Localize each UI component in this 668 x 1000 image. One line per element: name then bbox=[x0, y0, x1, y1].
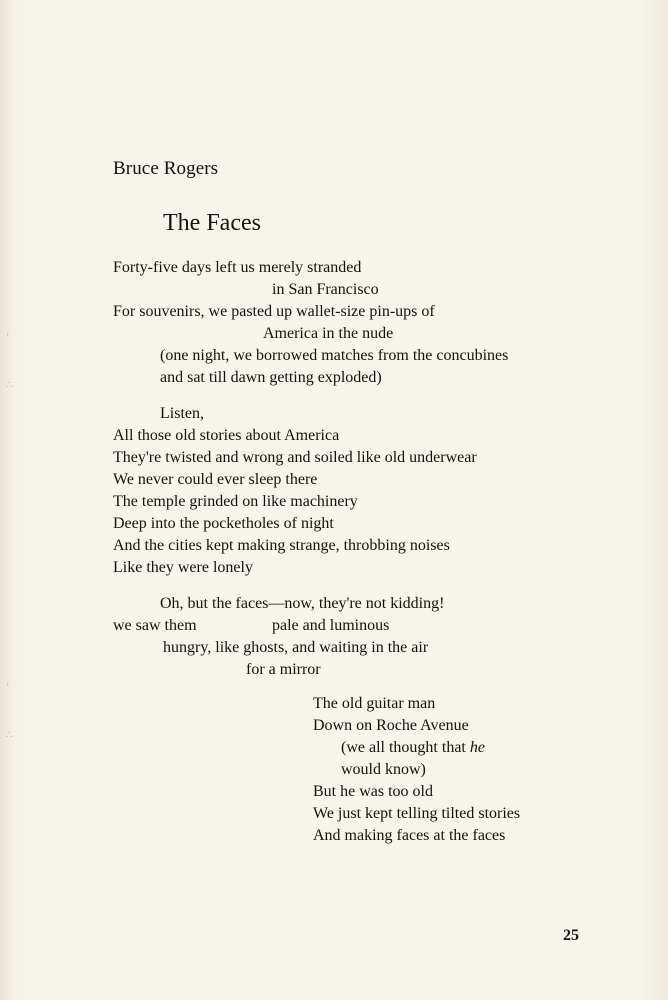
margin-mark: ʻ bbox=[6, 332, 10, 343]
poem-line: pale and luminous bbox=[272, 617, 390, 634]
poem-line: All those old stories about America bbox=[113, 427, 340, 444]
poem-line: The temple grinded on like machinery bbox=[113, 493, 358, 510]
poem-line: in San Francisco bbox=[272, 281, 379, 298]
poem-line: Down on Roche Avenue bbox=[313, 717, 469, 734]
margin-mark: ∴ bbox=[6, 730, 13, 741]
poem-line: would know) bbox=[341, 761, 426, 778]
poem-line: The old guitar man bbox=[313, 695, 436, 712]
poem-line: Oh, but the faces—now, they're not kidding! bbox=[160, 595, 445, 612]
poem-line-text: (we all thought that bbox=[341, 739, 470, 756]
poem-line: America in the nude bbox=[263, 325, 394, 342]
poem-line bbox=[341, 738, 485, 758]
poem-line: and sat till dawn getting exploded) bbox=[160, 369, 382, 386]
poem-line: They're twisted and wrong and soiled like old underwear bbox=[113, 449, 477, 466]
poem-line: Listen, bbox=[160, 405, 204, 422]
poem-line: Forty-five days left us merely stranded bbox=[113, 259, 362, 276]
margin-mark: ∴ bbox=[6, 380, 13, 391]
margin-mark: ʻ bbox=[6, 682, 10, 693]
poem-title: The Faces bbox=[163, 210, 261, 236]
poem-line: hungry, like ghosts, and waiting in the air bbox=[163, 639, 429, 656]
poem-line: We never could ever sleep there bbox=[113, 471, 318, 488]
poem-line: Deep into the pocketholes of night bbox=[113, 515, 334, 532]
poem-line: (one night, we borrowed matches from the concubines bbox=[160, 347, 509, 364]
poem-line: for a mirror bbox=[246, 661, 321, 678]
poem-line: And the cities kept making strange, throbbing noises bbox=[113, 537, 450, 554]
emphasized-word: he bbox=[469, 739, 485, 756]
poem-line: Like they were lonely bbox=[113, 559, 253, 576]
page-number: 25 bbox=[563, 927, 579, 944]
poem-line: For souvenirs, we pasted up wallet-size pin-ups of bbox=[113, 303, 435, 320]
poem-line: And making faces at the faces bbox=[313, 827, 506, 844]
poem-line: But he was too old bbox=[313, 783, 433, 800]
poem-line: We just kept telling tilted stories bbox=[313, 805, 521, 822]
poem-line: we saw them bbox=[113, 617, 197, 634]
author-name: Bruce Rogers bbox=[113, 158, 219, 179]
